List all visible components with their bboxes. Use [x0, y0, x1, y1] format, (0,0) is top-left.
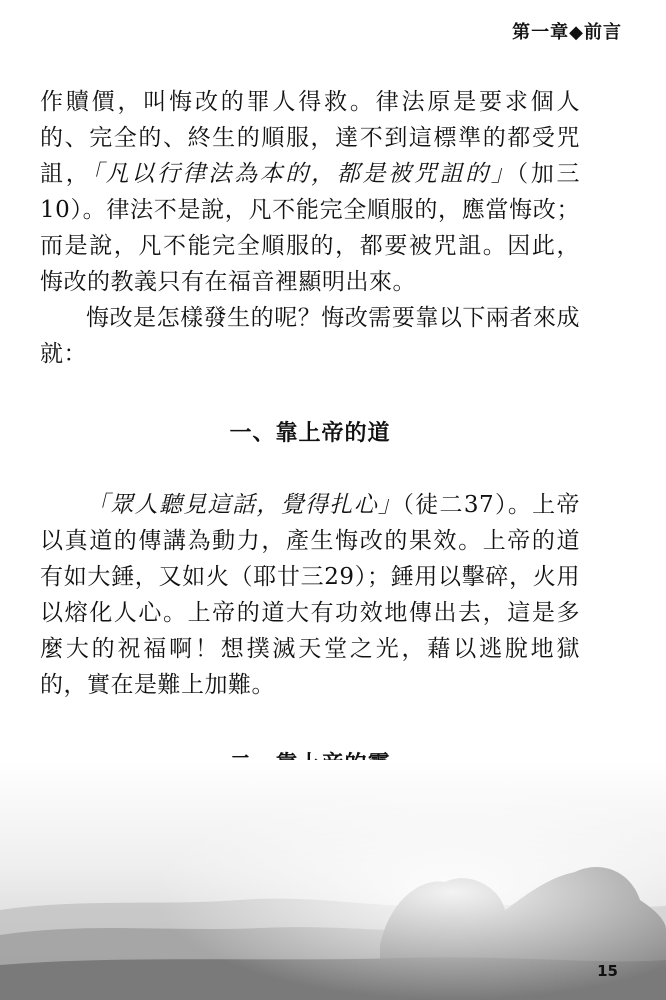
spacer [40, 447, 580, 487]
paragraph-2: 悔改是怎樣發生的呢？悔改需要靠以下兩者來成就： [40, 305, 580, 367]
page-number: 15 [597, 962, 618, 980]
paragraph-1-quote: 「凡以行律法為本的，都是被咒詛的」 [91, 161, 517, 187]
section-1-heading: 一、靠上帝的道 [229, 421, 391, 446]
spacer [40, 372, 580, 416]
section-1-text: （徒二37）。上帝以真道的傳講為動力，產生悔改的果效。上帝的道有如大錘，又如火（耶廿三29）；錘用以擊碎，火用以熔化人心。上帝的道大有功效地傳出去，這是多麼大的祝福啊！想撲滅天堂之光，藉以逃脫地獄的，實在是難上加難。 [40, 492, 580, 698]
chapter-header: 第一章◆前言 [512, 22, 622, 43]
paragraph-1 [40, 84, 580, 300]
landscape-background-image [0, 760, 666, 1000]
paragraph-1-text-a: 作贖價，叫悔改的罪人得救。律法原是要求個人的、完全的、終生的順服，達不到這標準的都受咒詛， [40, 89, 580, 187]
paragraph-1-text-b: （加三10）。律法不是說，凡不能完全順服的，應當悔改；而是說，凡不能完全順服的，都要被咒詛。因此，悔改的教義只有在福音裡顯明出來。 [40, 161, 581, 295]
section-1-paragraph [40, 487, 580, 703]
spacer [40, 703, 580, 747]
section-1-quote: 「眾人聽見這話，覺得扎心」 [86, 492, 403, 518]
